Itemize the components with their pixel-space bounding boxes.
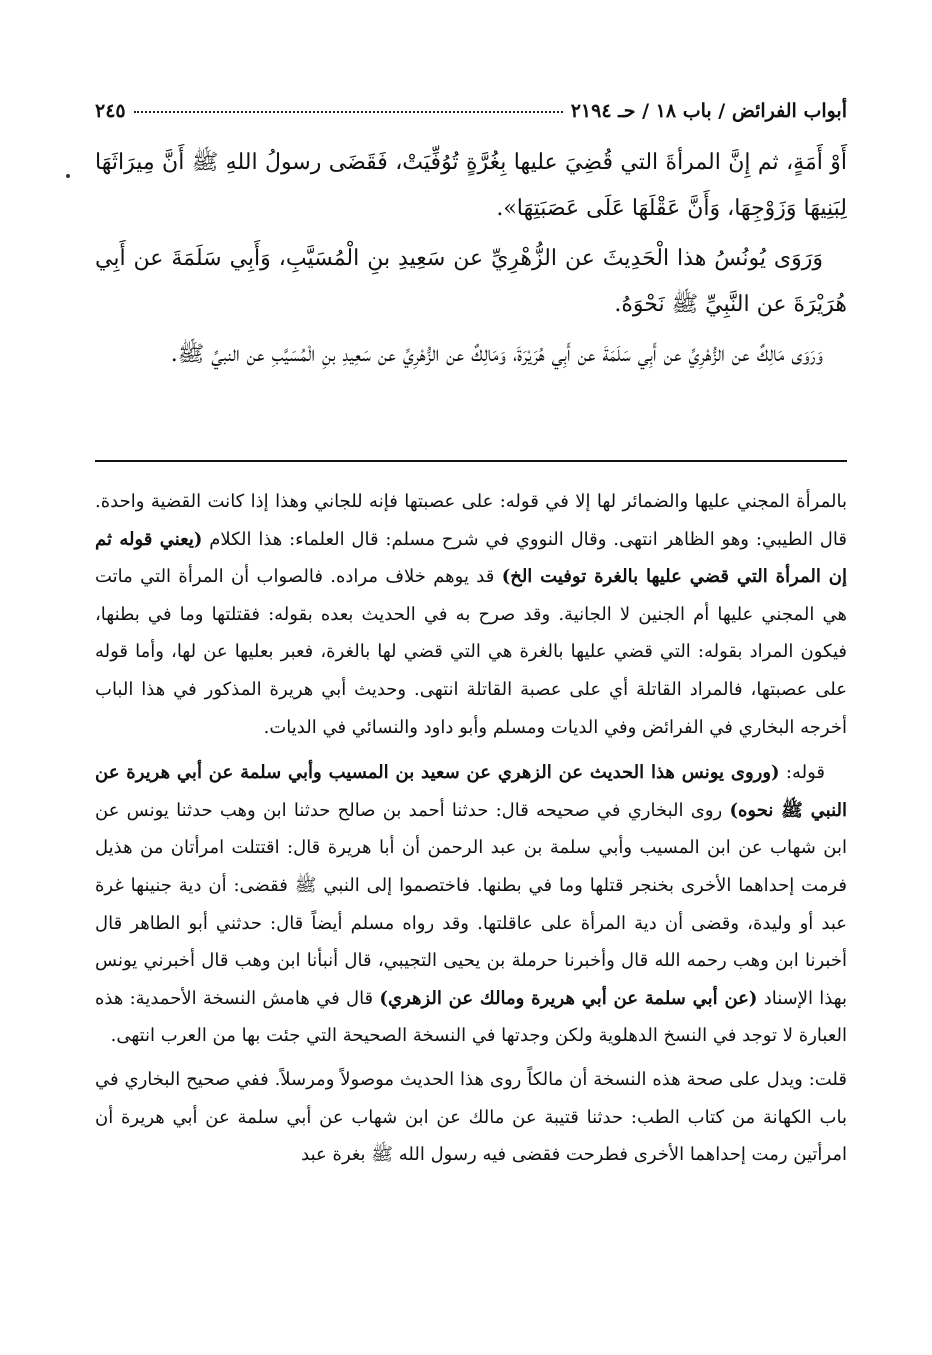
hadith-text [95, 140, 847, 378]
header-title: أبواب الفرائض / باب ١٨ / حـ ٢١٩٤ [570, 100, 847, 122]
commentary-paragraph-3: قلت: ويدل على صحة هذه النسخة أن مالكاً روى هذا الحديث موصولاً ومرسلاً. ففي صحيح البخاري في باب الكهانة من كتاب الطب: حدثنا قتيبة عن مالك عن ابن شهاب عن أبي سلمة عن أبي هريرة أن امرأتين رمت إحداهما الأخرى فطرحت فقضى فيه رسول الله ﷺ بغرة عبد [95, 1068, 847, 1166]
running-header [95, 86, 847, 122]
page-number: ٢٤٥ [95, 100, 126, 122]
commentary-quote: (يعني قوله ثم إن المرأة التي قضي عليها بالغرة توفيت الخ) [95, 528, 847, 588]
commentary-paragraph-1 [95, 483, 847, 746]
commentary-text-run: روى البخاري في صحيحه قال: حدثنا أحمد بن صالح حدثنا ابن وهب حدثنا يونس عن ابن شهاب عن ابن المسيب وأبي سلمة بن عبد الرحمن أن أبا هريرة قال: اقتتلت امرأتان من هذيل فرمت إحداهما الأخرى بخنجر قتلها وما في بطنها. فاختصموا إلى النبي ﷺ فقضى: أن دية جنينها غرة عبد أو وليدة، وقضى أن دية المرأة على عاقلتها. وقد رواه مسلم أيضاً قال: حدثني أبو الطاهر قال أخبرنا ابن وهب رحمه الله قال وأخبرنا حرملة بن يحيى التجيبي، قال أنبأنا ابن وهب قال أخبرني يونس بهذا الإسناد [95, 799, 847, 1009]
section-divider [95, 460, 847, 462]
commentary-text-run: قال في هامش النسخة الأحمدية: هذه العبارة لا توجد في النسخ الدهلوية ولكن وجدتها في النسخة الصحيحة التي جئت بها من العرب انتهى. [95, 987, 847, 1047]
margin-mark [66, 174, 70, 178]
hadith-paragraph-2: وَرَوَى يُونُسُ هذا الْحَدِيثَ عن الزُّهْرِيِّ عن سَعِيدِ بنِ الْمُسَيَّبِ، وَأَبِي سَلَمَةَ عن أَبِي هُرَيْرَةَ عن النَّبِيِّ ﷺ نَحْوَهُ. [95, 246, 847, 317]
dotted-leader [134, 111, 563, 113]
commentary-paragraph-2 [95, 754, 847, 1055]
commentary-text-run: بالمرأة المجني عليها والضمائر لها إلا في قوله: على عصبتها فإنه للجاني وهذا إذا كانت القضية واحدة. قال الطيبي: وهو الظاهر انتهى. وقال النووي في شرح مسلم: قال العلماء: هذا الكلام [95, 491, 847, 550]
commentary-quote: (عن أبي سلمة عن أبي هريرة ومالك عن الزهري) [379, 987, 758, 1009]
commentary-lead: قوله: [785, 762, 825, 784]
hadith-paragraph-3: وَرَوَى مَالِكٌ عن الزُّهْرِيِّ عن أَبِي سَلَمَةَ عن أَبِي هُرَيْرَةَ، وَمَالِكٌ عن الزُّهْرِيِّ عن سَعِيدِ بنِ الْمُسَيَّبِ عن النبيِّ ﷺ. [170, 342, 823, 367]
commentary-text [95, 483, 847, 1174]
commentary-text-run: قد يوهم خلاف مراده. فالصواب أن المرأة التي ماتت هي المجني عليها أم الجنين لا الجانية. وقد صرح به في الحديث بعده بقوله: فقتلتها وما في بطنها، فيكون المراد بقوله: التي قضي عليها بالغرة هي التي قضي لها بالغرة، فعبر بعليها عن لها، وأما قوله على عصبتها، فالمراد القاتلة أي على عصبة القاتلة انتهى. وحديث أبي هريرة المذكور في هذا الباب أخرجه البخاري في الفرائض وفي الديات ومسلم وأبو داود والنسائي في الديات. [95, 566, 847, 738]
commentary-quote: (وروى يونس هذا الحديث عن الزهري عن سعيد بن المسيب وأبي سلمة عن أبي هريرة عن النبي ﷺ نحوه) [95, 762, 847, 821]
hadith-paragraph-1: أَوْ أَمَةٍ، ثم إِنَّ المرأةَ التي قُضِيَ عليها بِغُرَّةٍ تُوُفِّيَتْ، فَقَضَى رسولُ اللهِ ﷺ أَنَّ مِيرَاثَهَا لِبَنِيهَا وَزَوْجِهَا، وَأَنَّ عَقْلَهَا عَلَى عَصَبَتِهَا». [95, 150, 847, 221]
